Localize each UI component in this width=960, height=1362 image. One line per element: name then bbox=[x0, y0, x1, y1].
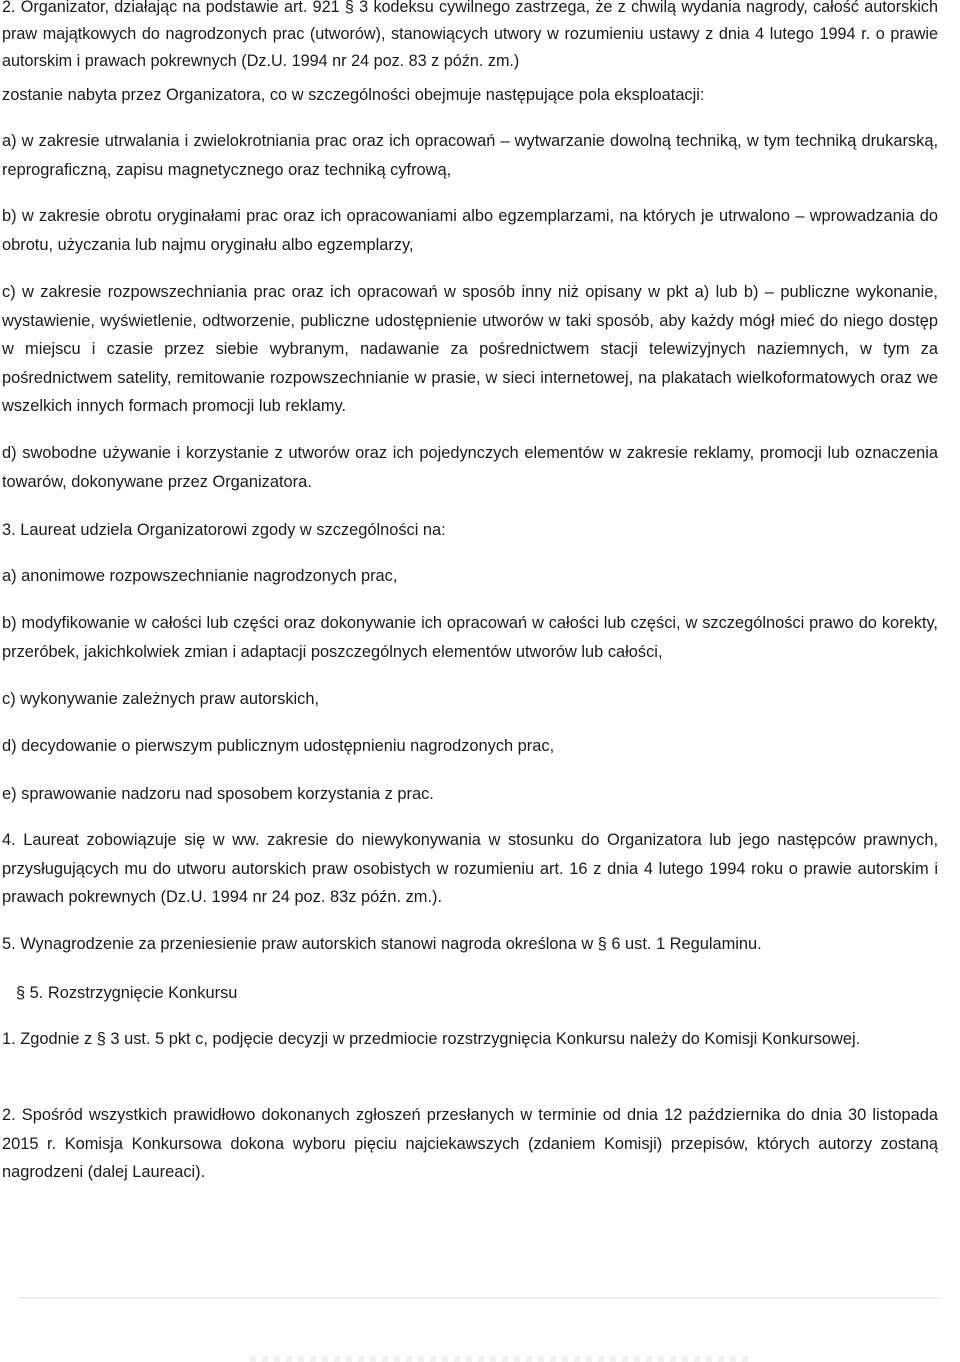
footer-divider bbox=[18, 1297, 940, 1299]
paragraph-intro-continued: zostanie nabyta przez Organizatora, co w szczególności obejmuje następujące pola eksploatacji: bbox=[2, 86, 705, 104]
paragraph-field-b: b) w zakresie obrotu oryginałami prac oraz ich opracowaniami albo egzemplarzami, na których je utrwalono – wprowadzania do obrotu, użyczania lub najmu oryginału albo egzemplarzy, bbox=[2, 207, 938, 254]
paragraph-consent-heading: 3. Laureat udziela Organizatorowi zgody w szczególności na: bbox=[2, 521, 446, 539]
paragraph-consent-c: c) wykonywanie zależnych praw autorskich, bbox=[2, 690, 320, 708]
paragraph-consent-e: e) sprawowanie nadzoru nad sposobem korzystania z prac. bbox=[2, 785, 434, 803]
paragraph-consent-d: d) decydowanie o pierwszym publicznym udostępnieniu nagrodzonych prac, bbox=[2, 737, 555, 755]
footer-faint-text bbox=[250, 1356, 750, 1362]
paragraph-intro: 2. Organizator, działając na podstawie art. 921 § 3 kodeksu cywilnego zastrzega, że z chwilą wydania nagrody, całość autorskich praw majątkowych do nagrodzonych prac (utworów), stanowiących utwory w rozumieniu ustawy z dnia 4 lutego 1994 r. o prawie autorskim i prawach pokrewnych (Dz.U. 1994 nr 24 poz. 83 z późn. zm.) bbox=[2, 0, 938, 70]
paragraph-field-d: d) swobodne używanie i korzystanie z utworów oraz ich pojedynczych elementów w zakresie reklamy, promocji lub oznaczenia towarów, dokonywane przez Organizatora. bbox=[2, 444, 938, 491]
paragraph-obligation: 4. Laureat zobowiązuje się w ww. zakresie do niewykonywania w stosunku do Organizatora lub jego następców prawnych, przysługujących mu do utworu autorskich praw osobistych w rozumieniu art. 16 z dnia 4 lutego 1994 roku o prawie autorskim i prawach pokrewnych (Dz.U. 1994 nr 24 poz. 83z późn. zm.). bbox=[2, 831, 938, 907]
section-heading: § 5. Rozstrzygnięcie Konkursu bbox=[16, 984, 238, 1002]
paragraph-section5-2: 2. Spośród wszystkich prawidłowo dokonanych zgłoszeń przesłanych w terminie od dnia 12 października do dnia 30 listopada 2015 r. Komisja Konkursowa dokona wyboru pięciu najciekawszych (zdaniem Komisji) przepisów, których autorzy zostaną nagrodzeni (dalej Laureaci). bbox=[2, 1106, 938, 1182]
paragraph-remuneration: 5. Wynagrodzenie za przeniesienie praw autorskich stanowi nagroda określona w § 6 ust. 1 Regulaminu. bbox=[2, 935, 762, 953]
paragraph-section5-1: 1. Zgodnie z § 3 ust. 5 pkt c, podjęcie decyzji w przedmiocie rozstrzygnięcia Konkursu należy do Komisji Konkursowej. bbox=[2, 1030, 861, 1048]
paragraph-consent-b: b) modyfikowanie w całości lub części oraz dokonywanie ich opracowań w całości lub części, w szczególności prawo do korekty, przeróbek, jakichkolwiek zmian i adaptacji poszczególnych elementów utworów lub całości, bbox=[2, 614, 938, 661]
paragraph-field-a: a) w zakresie utrwalania i zwielokrotniania prac oraz ich opracowań – wytwarzanie dowolną techniką, w tym techniką drukarską, reprograficzną, zapisu magnetycznego oraz techniką cyfrową, bbox=[2, 132, 938, 179]
paragraph-field-c: c) w zakresie rozpowszechniania prac oraz ich opracowań w sposób inny niż opisany w pkt a) lub b) – publiczne wykonanie, wystawienie, wyświetlenie, odtworzenie, publiczne udostępnienie utworów w taki sposób, aby każdy mógł mieć do niego dostęp w miejscu i czasie przez siebie wybranym, nadawanie za pośrednictwem stacji telewizyjnych naziemnych, w tym za pośrednictwem satelity, remitowanie rozpowszechnianie w prasie, w sieci internetowej, na plakatach wielkoformatowych oraz we wszelkich innych formach promocji lub reklamy. bbox=[2, 283, 938, 416]
paragraph-consent-a: a) anonimowe rozpowszechnianie nagrodzonych prac, bbox=[2, 567, 398, 585]
